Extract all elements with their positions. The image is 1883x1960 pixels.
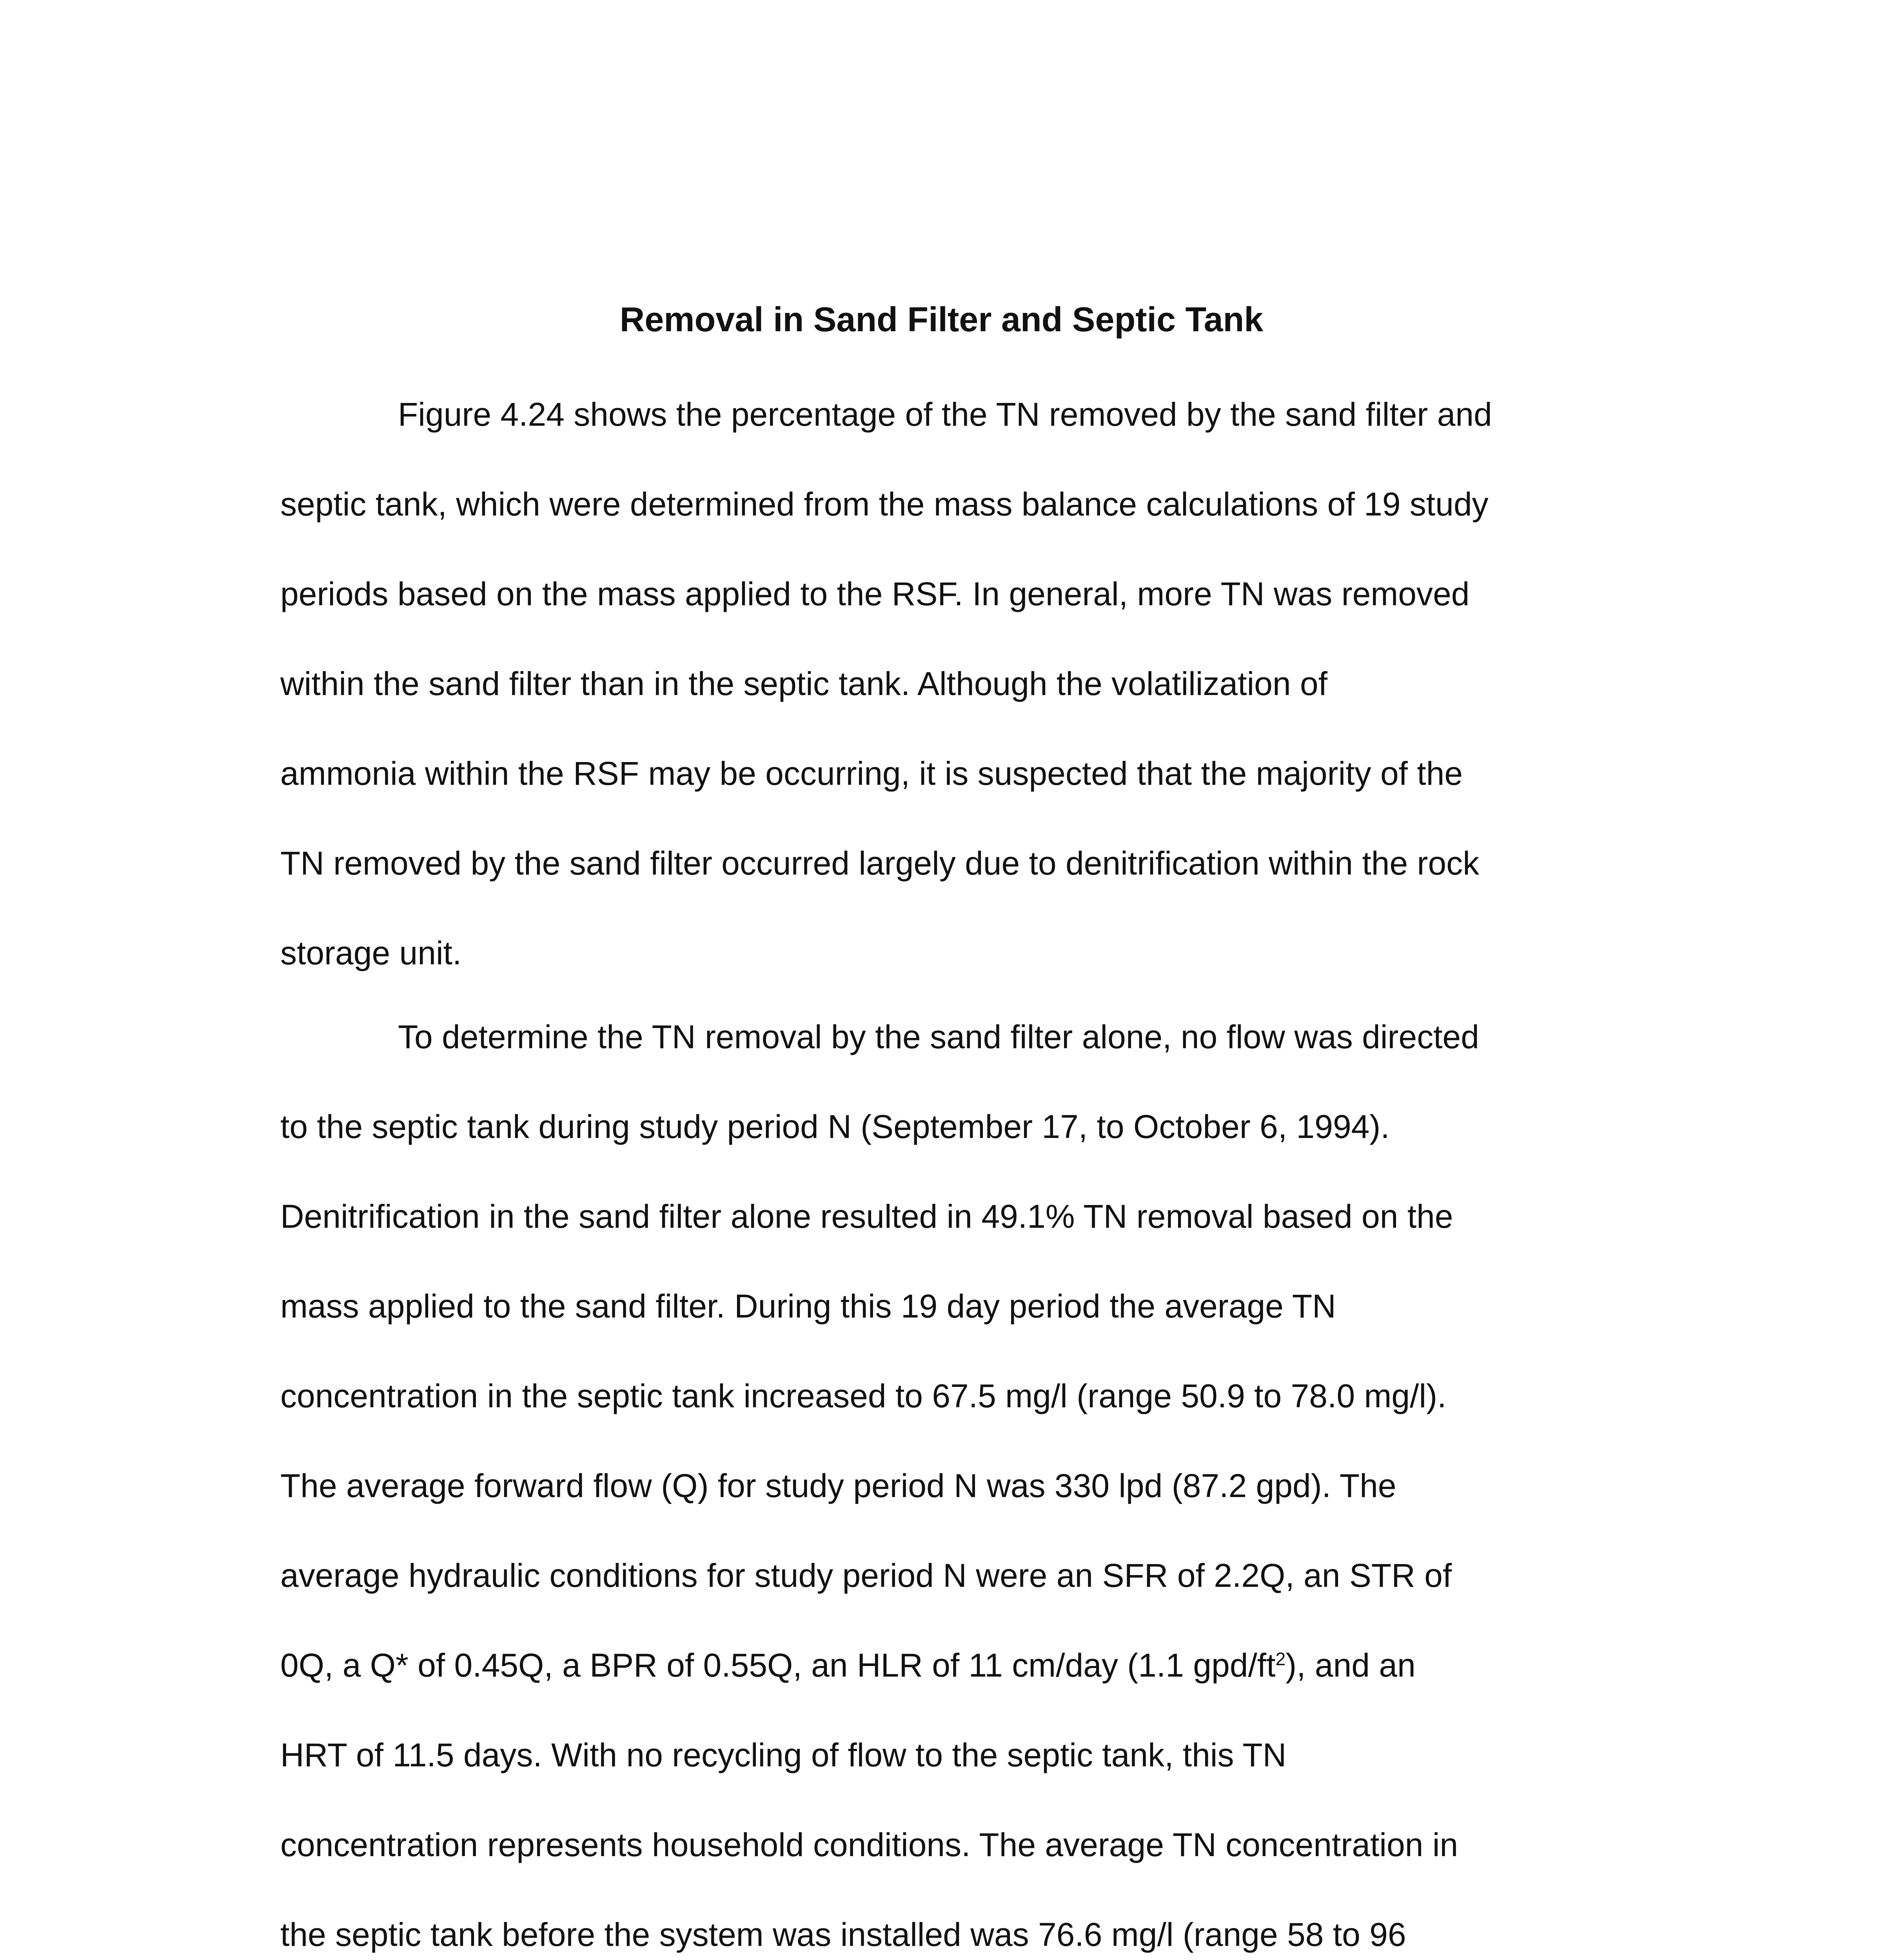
paragraph-2-line-2: to the septic tank during study period N (September 17, to October 6, 1994). [280,1108,1390,1145]
paragraph-2-line-11: the septic tank before the system was installed was 76.6 mg/l (range 58 to 96 [280,1916,1406,1953]
paragraph-2 [280,992,1641,1960]
paragraph-1-line-4: within the sand filter than in the septic tank. Although the volatilization of [280,665,1327,702]
section-heading: Removal in Sand Filter and Septic Tank [619,300,1264,339]
paragraph-2-line-7: average hydraulic conditions for study period N were an SFR of 2.2Q, an STR of [280,1557,1452,1594]
paragraph-2-line-6: The average forward flow (Q) for study period N was 330 lpd (87.2 gpd). The [280,1467,1396,1504]
paragraph-1-line-5: ammonia within the RSF may be occurring, it is suspected that the majority of the [280,755,1463,792]
paragraph-2-line-1: To determine the TN removal by the sand filter alone, no flow was directed [398,1018,1479,1055]
paragraph-1-line-1: Figure 4.24 shows the percentage of the TN removed by the sand filter and [398,396,1492,433]
paragraph-2-line-10: concentration represents household conditions. The average TN concentration in [280,1826,1458,1863]
paragraph-2-line-5: concentration in the septic tank increased to 67.5 mg/l (range 50.9 to 78.0 mg/l). [280,1377,1447,1414]
paragraph-1-line-6: TN removed by the sand filter occurred largely due to denitrification within the rock [280,845,1480,882]
paragraph-1-line-2: septic tank, which were determined from the mass balance calculations of 19 study [280,486,1489,523]
paragraph-2-line-4: mass applied to the sand filter. During this 19 day period the average TN [280,1288,1336,1325]
paragraph-2-line-8 [280,1621,1641,1710]
paragraph-2-line-3: Denitrification in the sand filter alone resulted in 49.1% TN removal based on the [280,1198,1453,1235]
paragraph-1-line-7: storage unit. [280,935,462,971]
paragraph-1 [280,370,1641,998]
paragraph-1-line-3: periods based on the mass applied to the RSF. In general, more TN was removed [280,575,1470,612]
paragraph-2-line-9: HRT of 11.5 days. With no recycling of flow to the septic tank, this TN [280,1737,1287,1773]
line-8-text-end: ), and an [1286,1647,1416,1684]
superscript-exponent: 2 [1275,1649,1286,1669]
line-8-text-start: 0Q, a Q* of 0.45Q, a BPR of 0.55Q, an HLR of 11 cm/day (1.1 gpd/ft [280,1647,1276,1684]
